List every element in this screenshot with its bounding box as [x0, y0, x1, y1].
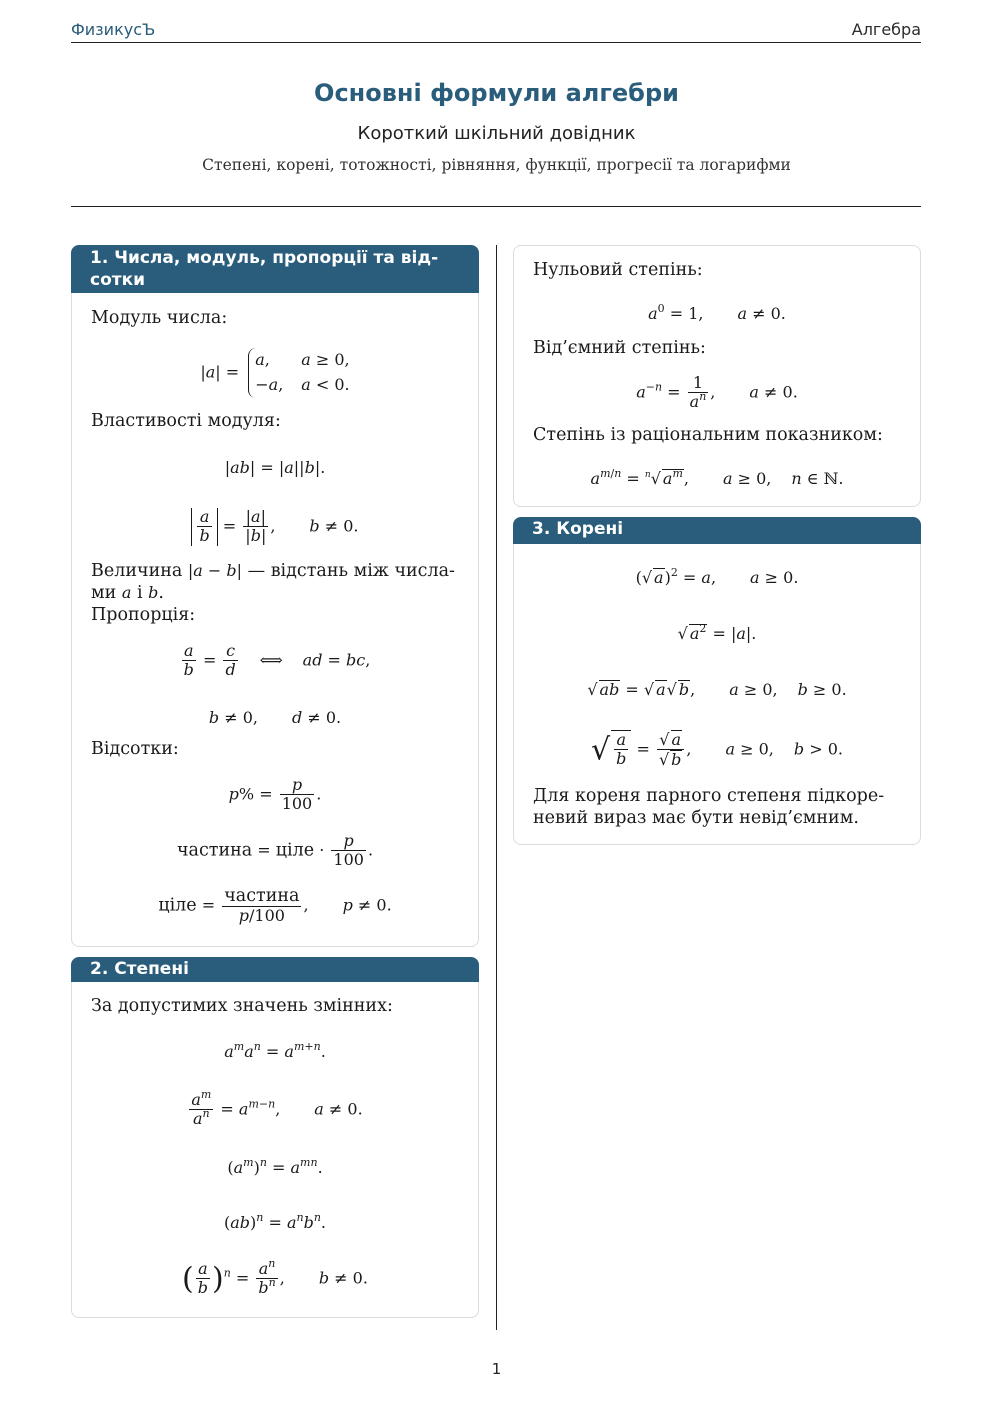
- formula-abs-product: |ab| = |a||b|.: [224, 458, 326, 477]
- formula-part: частина = ціле · $\frac{p}{100}$ .: [176, 831, 374, 870]
- section-roots-heading: 3. Корені: [513, 517, 921, 544]
- formula-power-product: $a^ma^n = a^{m+n}$.: [224, 1040, 326, 1061]
- column-divider: [496, 245, 497, 1330]
- distance-text-line1: Величина |a − b| — відстань між числа-: [91, 561, 455, 581]
- formula-rational-power: $a^{m/n} = ^n√$ $a^m$, a ≥ 0, n ∈ ℕ.: [590, 467, 844, 488]
- formula-sqrt-quotient: √ $\frac{a}{b}$ = $\frac{√ a}{√ b}$ , a ≥ 0, b > 0.: [591, 730, 843, 770]
- formula-modulus-def: |a| = a, a ≥ 0, −a, a < 0.: [72, 348, 478, 398]
- formula-power-quotient: $\frac{a^m}{a^n}$ = $a^{m-n}$, a ≠ 0.: [191, 1088, 363, 1129]
- section-numbers-heading: [71, 245, 479, 293]
- distance-text-line2: ми a і b.: [91, 583, 164, 603]
- section-roots-box: [513, 517, 921, 845]
- formula-whole: ціле = $\frac{\text{частина}}{p/100}$ , p ≠ 0.: [158, 886, 392, 926]
- formula-power-of-power: $(a^m)^n = a^{mn}$.: [227, 1156, 323, 1177]
- formula-sqrt-product: √ ab = √ a√ b, a ≥ 0, b ≥ 0.: [587, 680, 847, 699]
- roots-note-line1: Для кореня парного степеня підкоре-: [533, 786, 885, 806]
- formula-abs-quotient: $\frac{a}{b}$ = $\frac{|a|}{|b|}$ , b ≠ 0.: [72, 508, 478, 546]
- formula-percent: p% = $\frac{p}{100}$ .: [228, 775, 322, 814]
- proportion-label: Пропорція:: [91, 605, 196, 625]
- modulus-label: Модуль числа:: [91, 308, 228, 328]
- section-numbers-box: [71, 245, 479, 947]
- formula-proportion-conditions: b ≠ 0, d ≠ 0.: [208, 708, 342, 727]
- formula-proportion: $\frac{a}{b}$ = $\frac{c}{d}$ ⟺ ad = bc,: [183, 641, 371, 680]
- rational-power-label: Степінь із раціональним показником:: [533, 425, 883, 445]
- page-number: 1: [491, 1360, 502, 1378]
- section-powers-continued-box: [513, 245, 921, 507]
- formula-negative-power: $a^{-n}$ = $\frac{1}{a^n}$ , a ≠ 0.: [636, 373, 798, 412]
- formula-sqrt-of-square: √ $a^2 = |a|$.: [677, 622, 757, 643]
- section-heading-line: 1. Числа, модуль, пропорції та від-: [90, 248, 439, 268]
- modulus-properties-label: Властивості модуля:: [91, 411, 281, 431]
- formula-zero-power: $a^0 = 1$, a ≠ 0.: [648, 302, 786, 323]
- negative-power-label: Від’ємний степінь:: [533, 338, 706, 358]
- page-title: Основні формули алгебри: [314, 79, 679, 107]
- powers-intro: За допустимих значень змінних:: [91, 996, 393, 1016]
- zero-power-label: Нульовий степінь:: [533, 260, 703, 280]
- formula-power-of-quotient: ( $\frac{a}{b}$ )$^n$ = $\frac{a^n}{b^n}$ , b ≠ 0.: [182, 1257, 368, 1298]
- header-rule: [71, 42, 921, 43]
- section-powers-heading: 2. Степені: [71, 957, 479, 982]
- formula-sqrt-squared: (√ a)$^2$ = a, a ≥ 0.: [635, 566, 799, 587]
- page-subtitle: Короткий шкільний довідник: [357, 123, 636, 144]
- subject-header: Алгебра: [851, 20, 921, 39]
- section-powers-box: [71, 957, 479, 1318]
- brand-header: ФизикусЪ: [71, 20, 156, 39]
- topics-line: Степені, корені, тотожності, рівняння, функції, прогресії та логарифми: [202, 156, 791, 174]
- section-heading-line: сотки: [90, 270, 146, 290]
- roots-note-line2: невий вираз має бути невід’ємним.: [533, 808, 859, 828]
- percent-label: Відсотки:: [91, 739, 179, 759]
- title-rule: [71, 206, 921, 207]
- formula-power-of-product: $(ab)^n = a^nb^n$.: [223, 1211, 327, 1232]
